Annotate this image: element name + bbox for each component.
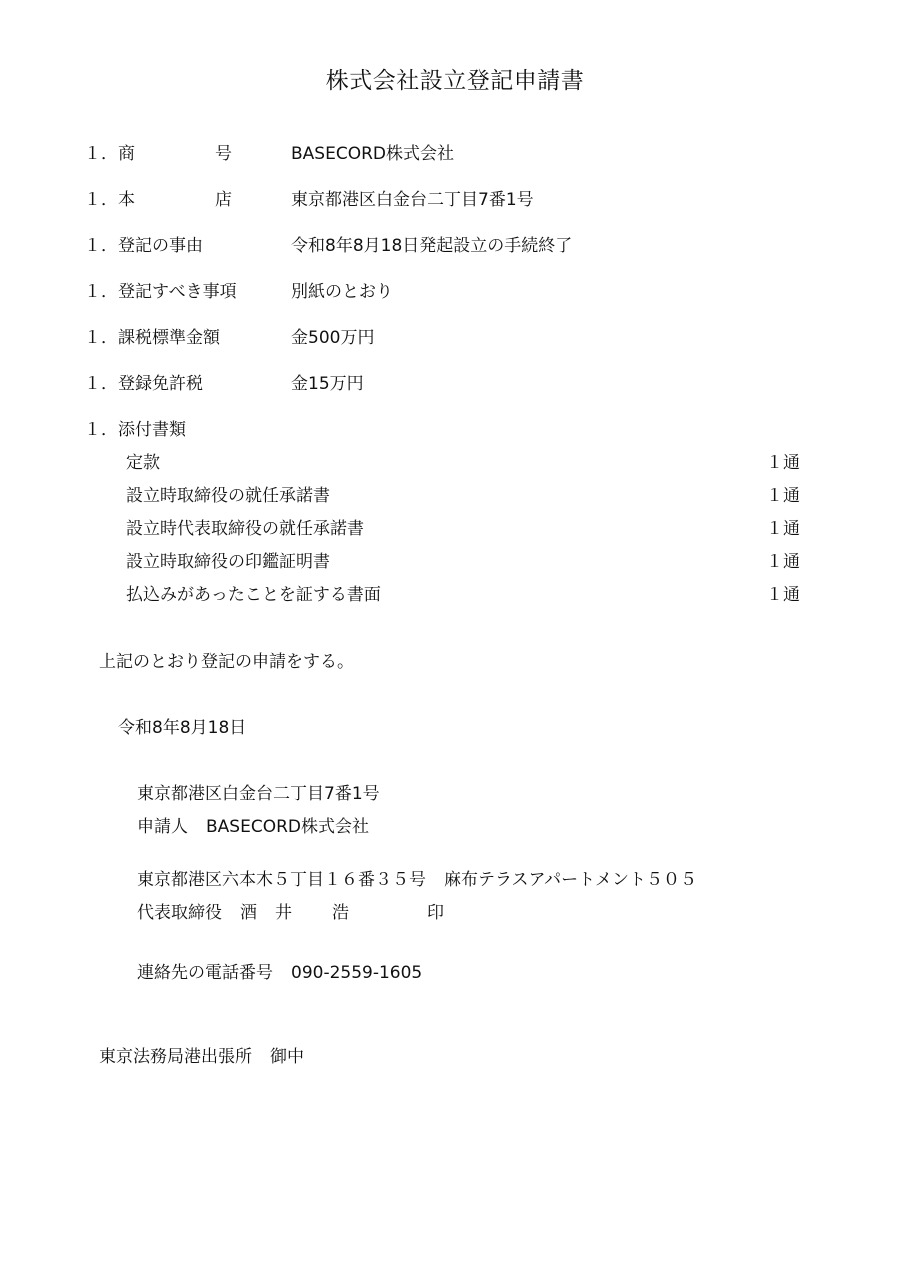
item-value: BASECORD株式会社 <box>291 144 454 164</box>
applicant-label: 申請人 <box>137 817 188 837</box>
addressee-line <box>99 1045 304 1069</box>
representative-building: 麻布テラスアパートメント５０５ <box>444 870 697 890</box>
item-value: 金500万円 <box>291 328 375 348</box>
item-label: 商 号 <box>118 144 232 164</box>
contact-line <box>137 961 422 985</box>
item-number: １． <box>84 282 118 302</box>
representative-address-line <box>137 868 697 892</box>
representative-address: 東京都港区六本木５丁目１６番３５号 <box>137 870 426 890</box>
item-number: １． <box>84 420 118 440</box>
representative-line <box>137 901 444 925</box>
applicant-line <box>137 815 369 839</box>
representative-surname: 酒 <box>240 903 257 923</box>
contact-phone: 090-2559-1605 <box>291 963 423 983</box>
attachment-row <box>126 451 800 475</box>
attachment-count: １通 <box>766 519 800 539</box>
item-label: 課税標準金額 <box>118 328 220 348</box>
application-statement: 上記のとおり登記の申請をする。 <box>99 652 354 672</box>
item-value: 金15万円 <box>291 374 364 394</box>
item-number: １． <box>84 190 118 210</box>
seal-mark: 印 <box>427 903 444 923</box>
item-number: １． <box>84 374 118 394</box>
applicant-name: BASECORD株式会社 <box>206 817 369 837</box>
attachment-row <box>126 484 800 508</box>
item-value: 別紙のとおり <box>291 282 393 302</box>
item-label: 登録免許税 <box>118 374 203 394</box>
attachment-name: 設立時代表取締役の就任承諾書 <box>126 519 364 539</box>
attachment-count: １通 <box>766 453 800 473</box>
attachment-name: 払込みがあったことを証する書面 <box>126 585 381 605</box>
attachment-count: １通 <box>766 486 800 506</box>
item-number: １． <box>84 328 118 348</box>
attachment-row <box>126 550 800 574</box>
attachment-name: 定款 <box>126 453 160 473</box>
addressee-office: 東京法務局港出張所 <box>99 1047 252 1067</box>
document-title: 株式会社設立登記申請書 <box>325 68 585 94</box>
application-date: 令和8年8月18日 <box>118 718 247 738</box>
addressee-honorific: 御中 <box>270 1047 304 1067</box>
item-label: 登記の事由 <box>118 236 203 256</box>
attachment-count: １通 <box>766 552 800 572</box>
contact-label: 連絡先の電話番号 <box>137 963 273 983</box>
attachment-name: 設立時取締役の印鑑証明書 <box>126 552 330 572</box>
item-label: 添付書類 <box>118 420 186 440</box>
item-value: 令和8年8月18日発起設立の手続終了 <box>291 236 573 256</box>
representative-given-1: 井 <box>275 903 292 923</box>
item-label: 本 店 <box>118 190 232 210</box>
item-number: １． <box>84 144 118 164</box>
item-label: 登記すべき事項 <box>118 282 237 302</box>
representative-given-2: 浩 <box>332 903 349 923</box>
item-number: １． <box>84 236 118 256</box>
attachment-name: 設立時取締役の就任承諾書 <box>126 486 330 506</box>
item-value: 東京都港区白金台二丁目7番1号 <box>291 190 534 210</box>
representative-title: 代表取締役 <box>137 903 222 923</box>
attachment-row <box>126 583 800 607</box>
attachment-row <box>126 517 800 541</box>
applicant-address: 東京都港区白金台二丁目7番1号 <box>137 784 380 804</box>
attachment-count: １通 <box>766 585 800 605</box>
